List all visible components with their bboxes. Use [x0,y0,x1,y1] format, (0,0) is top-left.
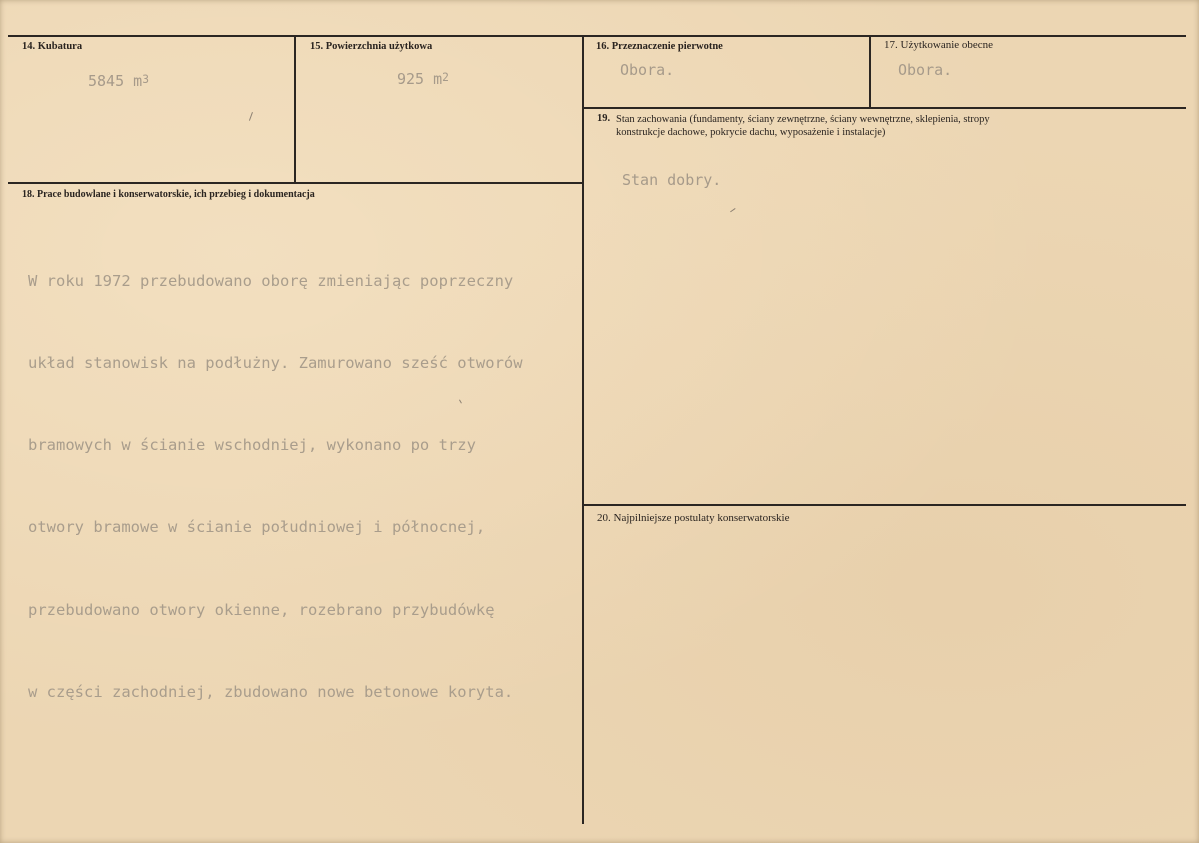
cubature-number: 5845 m [88,72,143,90]
field-19-label-line-2: konstrukcje dachowe, pokrycie dachu, wyposażenie i instalacje) [616,127,886,138]
top-rule [8,35,1186,37]
field-16-label: 16. Przeznaczenie pierwotne [596,41,723,52]
field-18-label: 18. Prace budowlane i konserwatorskie, ich przebieg i dokumentacja [22,189,315,200]
field-19-label [616,113,1176,139]
rule-above-field-18 [8,182,584,184]
field-15-value [397,70,449,88]
field-18-text [28,213,523,761]
field-19-value: Stan dobry. [622,171,722,189]
field-20-label: 20. Najpilniejsze postulaty konserwatorskie [597,512,790,524]
area-number: 925 m [397,70,443,88]
field-19-label-number: 19. [597,113,611,124]
divider-16-17 [869,36,871,108]
field-18-line: otwory bramowe w ścianie południowej i północnej, [28,518,486,537]
field-18-line: w części zachodniej, zbudowano nowe betonowe koryta. [28,682,514,701]
area-exponent: 2 [442,70,449,84]
field-17-value: Obora. [898,61,953,79]
field-14-label: 14. Kubatura [22,41,83,52]
field-18-line: bramowych w ścianie wschodniej, wykonano po trzy [28,436,476,455]
field-15-label: 15. Powierzchnia użytkowa [310,41,433,52]
center-divider [582,36,584,824]
field-18-line: W roku 1972 przebudowano oborę zmieniając poprzeczny [28,271,514,290]
rule-above-field-20 [584,504,1186,506]
field-16-value: Obora. [620,61,675,79]
field-14-value [88,72,149,90]
field-17-label: 17. Użytkowanie obecne [884,39,994,51]
rule-above-field-19 [584,107,1186,109]
pencil-mark [730,208,735,212]
field-18-line: układ stanowisk na podłużny. Zamurowano sześć otworów [28,354,523,373]
divider-14-15 [294,36,296,183]
cubature-exponent: 3 [142,72,149,86]
field-19-label-line-1: Stan zachowania (fundamenty, ściany zewnętrzne, ściany wewnętrzne, sklepienia, stropy [616,114,990,125]
field-18-line: przebudowano otwory okienne, rozebrano przybudówkę [28,600,495,619]
pencil-mark [249,112,253,121]
